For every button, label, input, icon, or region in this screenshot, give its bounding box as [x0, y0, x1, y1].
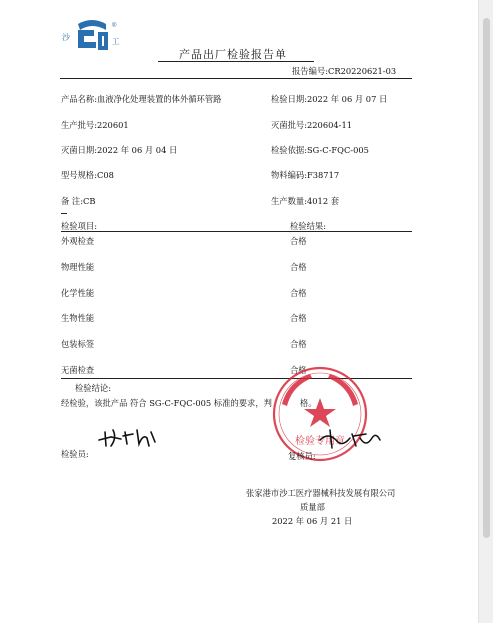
sterile-date-field: 灭菌日期:2022 年 06 月 04 日	[61, 145, 178, 155]
company-logo	[62, 18, 132, 54]
result-header: 检验结果:	[290, 221, 326, 231]
product-name-field: 产品名称:血液净化处理装置的体外循环管路	[61, 94, 222, 104]
logo-right-char: 工	[112, 37, 120, 46]
report-number	[292, 66, 396, 76]
quantity-field: 生产数量:4012 套	[271, 196, 340, 206]
vertical-scrollbar[interactable]	[478, 0, 493, 623]
reviewer-signature	[316, 426, 382, 452]
table-row-result: 合格	[290, 288, 307, 298]
item-header: 检验项目:	[61, 221, 97, 231]
table-row-result: 合格	[290, 262, 307, 272]
table-header-divider	[61, 231, 412, 232]
table-row-item: 无菌检查	[61, 365, 95, 375]
small-mark	[61, 213, 67, 214]
table-row-item: 生物性能	[61, 313, 95, 323]
remark-field: 备 注:CB	[61, 196, 96, 206]
sterile-batch-field: 灭菌批号:220604-11	[271, 120, 353, 130]
table-row-result: 合格	[290, 236, 307, 246]
header-divider	[60, 78, 412, 79]
department: 质量部	[300, 502, 325, 512]
stamp-text: 检验专用章	[295, 436, 345, 447]
conclusion-text: 经检验，该批产品 符合 SG-C-FQC-005 标准的要求，判	[61, 398, 272, 408]
table-row-result: 合格	[290, 365, 307, 375]
table-row-result: 合格	[290, 339, 307, 349]
company-name: 张家港市沙工医疗器械科技发展有限公司	[246, 488, 396, 498]
table-row-result: 合格	[290, 313, 307, 323]
scrollbar-thumb[interactable]	[483, 18, 490, 538]
inspector-signature	[97, 424, 157, 450]
inspector-label: 检验员:	[61, 449, 89, 459]
model-field: 型号规格:C08	[61, 170, 114, 180]
conclusion-tail: 格。	[300, 398, 317, 408]
report-number-value: CR20220621-03	[327, 66, 397, 76]
table-row-item: 外观检查	[61, 236, 95, 246]
report-title: 产品出厂检验报告单	[179, 48, 287, 61]
material-no-field: 物料编码:F38717	[271, 170, 340, 180]
basis-field: 检验依据:SG-C-FQC-005	[271, 145, 369, 155]
reviewer-label: 复核员:	[288, 451, 316, 461]
registered-mark: ®	[112, 23, 117, 29]
title-underline	[158, 61, 314, 62]
conclusion-label: 检验结论:	[75, 383, 111, 393]
batch-field: 生产批号:220601	[61, 120, 129, 130]
table-row-item: 包装标签	[61, 339, 95, 349]
table-row-item: 化学性能	[61, 288, 95, 298]
inspection-date-field: 检验日期:2022 年 06 月 07 日	[271, 94, 388, 104]
table-row-item: 物理性能	[61, 262, 95, 272]
report-number-label: 报告编号:	[292, 66, 328, 76]
logo-left-char: 沙	[62, 33, 70, 42]
issue-date: 2022 年 06 月 21 日	[272, 516, 353, 526]
